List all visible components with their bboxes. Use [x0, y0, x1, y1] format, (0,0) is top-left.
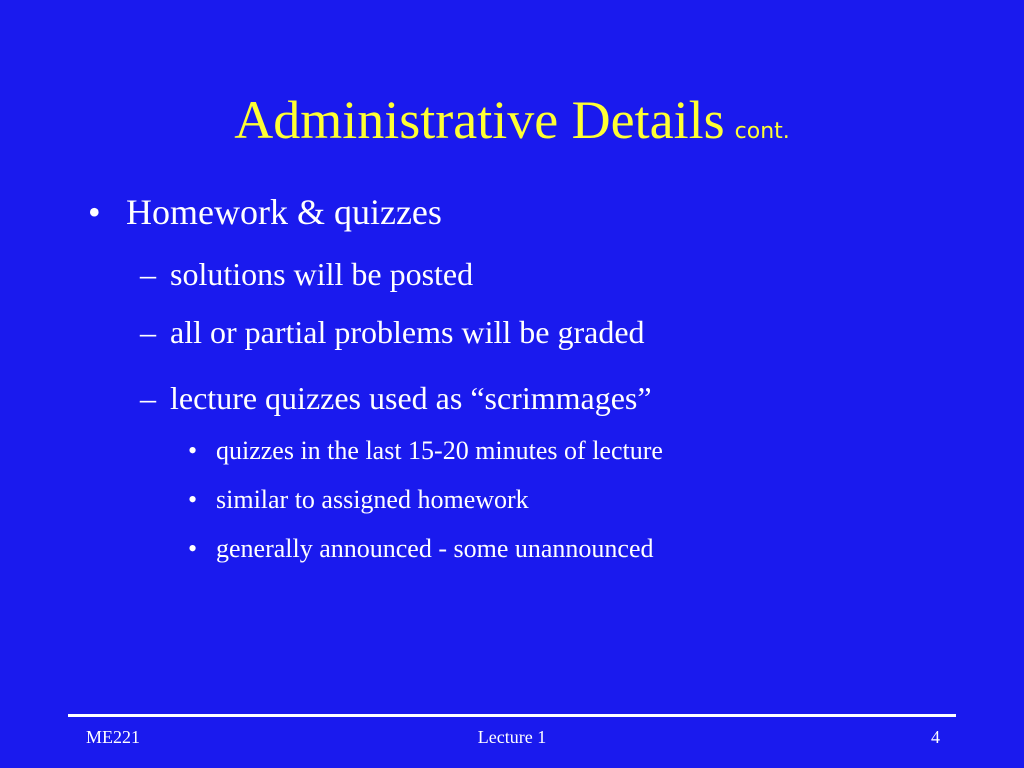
sub-bullet-item: [140, 378, 880, 418]
sub-bullet-text: all or partial problems will be graded: [170, 314, 645, 350]
bullet-marker: •: [188, 485, 198, 514]
slide-title-suffix: cont.: [734, 119, 790, 144]
sub-bullet-item: [140, 312, 880, 352]
sub-bullet-text: lecture quizzes used as “scrimmages”: [170, 380, 652, 416]
sub-bullet-item: [140, 254, 840, 294]
dash-marker: –: [140, 380, 156, 416]
sub-sub-bullet-text: quizzes in the last 15-20 minutes of lecture: [216, 436, 663, 465]
slide-title-text: Administrative Details: [234, 90, 725, 150]
bullet-marker: •: [188, 534, 198, 563]
sub-sub-bullet-item: [188, 533, 908, 565]
sub-sub-bullet-item: [188, 435, 908, 467]
footer-course: ME221: [86, 727, 140, 747]
sub-bullet-text: solutions will be posted: [170, 256, 474, 292]
sub-sub-bullet-text: similar to assigned homework: [216, 485, 529, 514]
dash-marker: –: [140, 256, 156, 292]
bullet-text: Homework & quizzes: [126, 192, 442, 232]
footer-lecture: Lecture 1: [477, 727, 547, 747]
sub-sub-bullet-item: [188, 484, 908, 516]
sub-sub-bullet-text: generally announced - some unannounced: [216, 534, 654, 563]
slide-title: [0, 88, 1024, 164]
footer-page-number: 4: [931, 727, 940, 747]
bullet-marker: •: [188, 436, 198, 465]
footer-divider: [68, 714, 956, 717]
bullet-item: [88, 190, 688, 234]
dash-marker: –: [140, 314, 156, 350]
bullet-marker: •: [88, 192, 101, 232]
